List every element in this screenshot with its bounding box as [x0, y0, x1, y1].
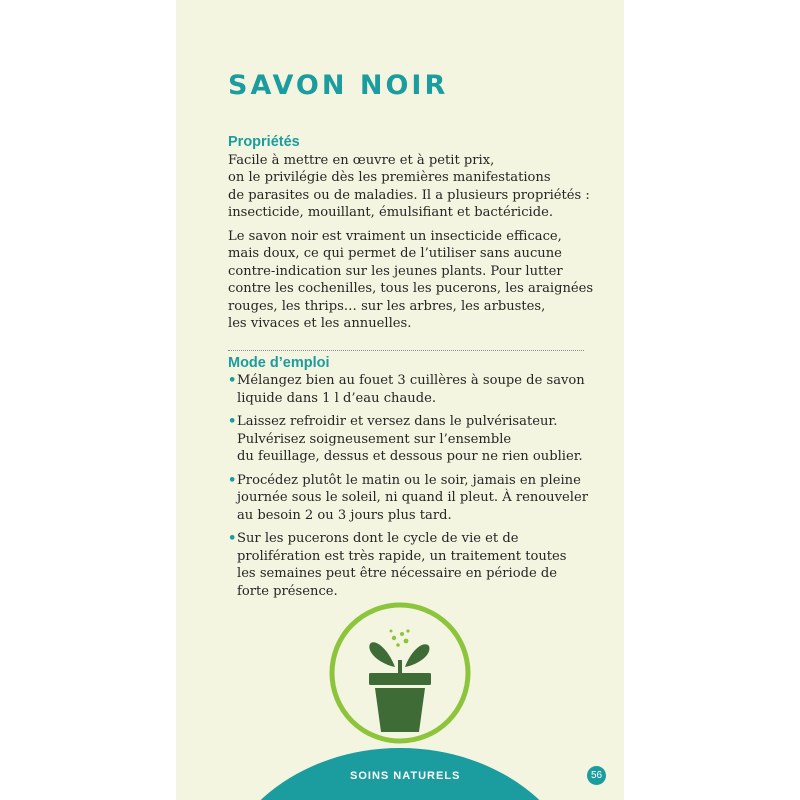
page-number-badge: 56: [587, 766, 606, 785]
text-line: au besoin 2 ou 3 jours plus tard.: [237, 507, 452, 523]
text-line: contre-indication sur les jeunes plants. Pour lutter: [228, 263, 563, 279]
text-line: insecticide, mouillant, émulsifiant et bactéricide.: [228, 205, 554, 220]
page-title: SAVON NOIR: [228, 70, 449, 101]
properties-heading: Propriétés: [228, 134, 300, 150]
text-line: rouges, les thrips… sur les arbres, les arbustes,: [228, 298, 546, 314]
sparkle-dot: [392, 636, 396, 640]
text-line: Facile à mettre en œuvre et à petit prix,: [228, 152, 495, 168]
text-line: Sur les pucerons dont le cycle de vie et de: [237, 531, 519, 546]
text-line: on le privilégie dès les premières manifestations: [228, 170, 551, 185]
sparkle-dot: [400, 632, 404, 636]
page-content: [228, 134, 594, 606]
text-line: Laissez refroidir et versez dans le pulvérisateur.: [237, 414, 558, 429]
section-footer-label: SOINS NATURELS: [350, 770, 461, 782]
list-item: [228, 372, 584, 407]
text-line: Mélangez bien au fouet 3 cuillères à soupe de savon: [237, 373, 585, 388]
text-line: forte présence.: [237, 583, 338, 599]
sparkle-dot: [390, 630, 393, 633]
pot-body: [375, 688, 425, 732]
sparkle-dot: [406, 629, 409, 632]
properties-paragraph-1: [228, 152, 590, 222]
list-item: [228, 472, 588, 525]
bullet-icon: •: [228, 472, 237, 488]
bullet-icon: •: [228, 531, 237, 546]
usage-list: [228, 372, 588, 600]
text-line: contre les cochenilles, tous les pucerons, les araignées: [228, 281, 594, 296]
list-item: [228, 413, 584, 466]
text-line: Pulvérisez soigneusement sur l’ensemble: [237, 431, 512, 447]
list-item: [228, 530, 584, 600]
sparkle-dot: [404, 639, 409, 644]
text-line: Procédez plutôt le matin ou le soir, jamais en pleine: [237, 472, 581, 488]
section-divider: [228, 350, 584, 351]
text-line: les semaines peut être nécessaire en période de: [237, 566, 558, 581]
usage-heading: Mode d’emploi: [228, 354, 330, 371]
text-line: mais doux, ce qui permet de l’utiliser sans aucune: [228, 246, 562, 261]
text-line: liquide dans 1 l d’eau chaude.: [237, 390, 437, 406]
text-line: prolifération est très rapide, un traitement toutes: [237, 548, 567, 564]
sparkle-dot: [396, 643, 400, 647]
plant-stem: [398, 660, 402, 674]
text-line: Le savon noir est vraiment un insecticide efficace,: [228, 228, 562, 244]
bullet-icon: •: [228, 373, 237, 388]
properties-paragraph-2: [228, 228, 594, 333]
book-page: [176, 0, 624, 800]
text-line: les vivaces et les annuelles.: [228, 316, 412, 331]
text-line: du feuillage, dessus et dessous pour ne rien oublier.: [237, 449, 583, 464]
bullet-icon: •: [228, 414, 237, 429]
text-line: de parasites ou de maladies. Il a plusieurs propriétés :: [228, 187, 590, 203]
pot-rim: [369, 673, 431, 685]
text-line: journée sous le soleil, ni quand il pleut. À renouveler: [237, 490, 588, 505]
